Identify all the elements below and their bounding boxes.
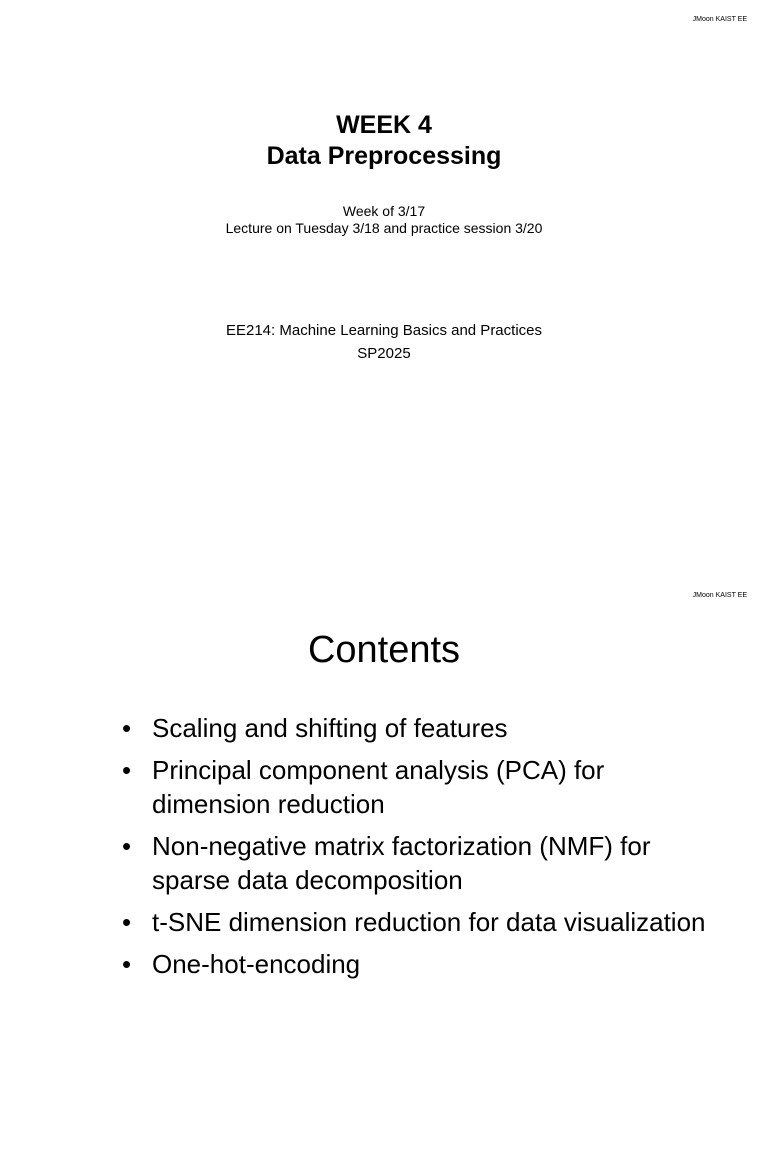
course-name: EE214: Machine Learning Basics and Practices — [225, 322, 542, 339]
author-tag: JMoon KAIST EE — [692, 16, 747, 23]
list-item-text: One-hot-encoding — [152, 949, 361, 979]
contents-list — [122, 711, 722, 989]
list-item — [122, 711, 722, 745]
bullet-icon: • — [122, 949, 132, 979]
list-item — [122, 947, 722, 981]
bullet-icon: • — [122, 907, 132, 937]
bullet-icon: • — [122, 713, 132, 743]
list-item-text: Scaling and shifting of features — [152, 713, 508, 743]
schedule-info — [0, 203, 768, 237]
semester-text: SP2025 — [357, 345, 411, 362]
bullet-icon: • — [122, 755, 132, 785]
list-item — [122, 829, 722, 897]
contents-heading: Contents — [307, 629, 461, 671]
slide-title — [0, 110, 768, 172]
course-info — [0, 319, 768, 365]
list-item-text: t-SNE dimension reduction for data visualization — [152, 907, 706, 937]
list-item — [122, 905, 722, 939]
lecture-info-text: Lecture on Tuesday 3/18 and practice session 3/20 — [225, 220, 543, 236]
title-week: WEEK 4 — [336, 111, 432, 139]
list-item — [122, 753, 722, 821]
title-topic: Data Preprocessing — [266, 142, 502, 170]
author-tag: JMoon KAIST EE — [692, 592, 747, 599]
bullet-icon: • — [122, 831, 132, 861]
week-of-text: Week of 3/17 — [342, 203, 426, 219]
list-item-text: Non-negative matrix factorization (NMF) for sparse data decomposition — [152, 831, 651, 895]
list-item-text: Principal component analysis (PCA) for dimension reduction — [152, 755, 605, 819]
